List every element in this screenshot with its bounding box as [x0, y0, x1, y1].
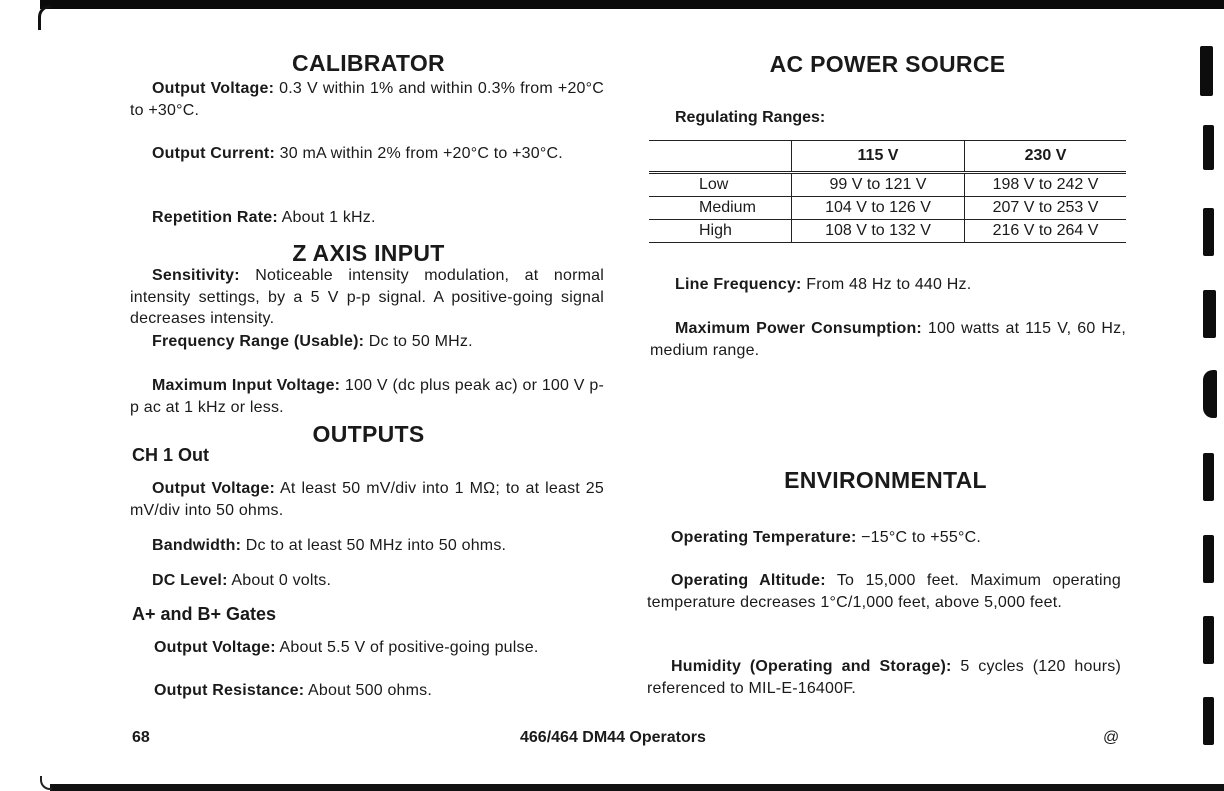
spec-label: Output Resistance:	[154, 682, 305, 699]
table-header-row	[649, 141, 1126, 173]
spec-text: At least 50 mV/div into 1 MΩ; to at least 25 mV/div into 50 ohms.	[130, 480, 605, 519]
spec-text: 100 watts at 115 V, 60 Hz, medium range.	[650, 320, 1126, 359]
table-cell: 216 V to 264 V	[965, 220, 1127, 243]
gates-output-resistance	[132, 680, 606, 702]
spec-text: About 1 kHz.	[277, 209, 376, 226]
spec-text: From 48 Hz to 440 Hz.	[801, 276, 972, 293]
binding-mark	[1200, 46, 1213, 96]
ac-power-heading: AC POWER SOURCE	[769, 51, 1006, 77]
page-bottom-curl	[40, 776, 52, 790]
binding-mark	[1203, 697, 1214, 745]
binding-mark	[1203, 535, 1214, 583]
table-row	[649, 220, 1126, 243]
operating-altitude	[647, 570, 1121, 613]
table-cell: 198 V to 242 V	[965, 173, 1127, 197]
ch1-out-heading: CH 1 Out	[132, 445, 210, 465]
spec-text: 30 mA within 2% from +20°C to +30°C.	[274, 145, 563, 162]
table-header-cell	[649, 141, 792, 173]
z-axis-heading: Z AXIS INPUT	[292, 240, 445, 266]
gates-heading: A+ and B+ Gates	[132, 604, 277, 624]
ch1-bandwidth	[130, 535, 604, 557]
footer-title: 466/464 DM44 Operators	[520, 729, 706, 746]
binding-mark	[1203, 370, 1217, 418]
spec-label: Bandwidth:	[152, 537, 242, 554]
spec-label: Frequency Range (Usable):	[152, 333, 365, 350]
spec-text: Dc to at least 50 MHz into 50 ohms.	[241, 537, 507, 554]
footer-mark: @	[1103, 729, 1120, 746]
table-row	[649, 197, 1126, 220]
table-cell: 207 V to 253 V	[965, 197, 1127, 220]
spec-text: −15°C to +55°C.	[856, 529, 981, 546]
spec-label: Output Voltage:	[152, 480, 276, 497]
z-axis-sensitivity	[130, 265, 604, 330]
binding-mark	[1203, 616, 1214, 664]
table-row	[649, 173, 1126, 197]
environmental-heading: ENVIRONMENTAL	[784, 467, 987, 493]
spec-text: To 15,000 feet. Maximum operating temperature decreases 1°C/1,000 feet, above 5,000 feet.	[647, 572, 1121, 611]
z-axis-max-input-voltage	[130, 375, 604, 418]
outputs-heading: OUTPUTS	[312, 421, 425, 447]
spec-label: Humidity (Operating and Storage):	[671, 658, 952, 675]
ch1-dc-level	[130, 570, 604, 592]
page-number: 68	[132, 729, 150, 746]
spec-label: Operating Temperature:	[671, 529, 857, 546]
table-header-cell: 230 V	[965, 141, 1127, 173]
line-frequency	[650, 274, 1126, 296]
spec-label: Sensitivity:	[152, 267, 240, 284]
spec-text: Dc to 50 MHz.	[364, 333, 473, 350]
spec-label: Repetition Rate:	[152, 209, 278, 226]
spec-text: 0.3 V within 1% and within 0.3% from +20°C to +30°C.	[130, 80, 605, 119]
binding-mark	[1203, 290, 1216, 338]
spec-text: 100 V (dc plus peak ac) or 100 V p-p ac at 1 kHz or less.	[130, 377, 604, 416]
spec-label: DC Level:	[152, 572, 228, 589]
humidity	[647, 656, 1121, 699]
spec-label: Output Voltage:	[152, 80, 275, 97]
table-cell: 108 V to 132 V	[792, 220, 965, 243]
calibrator-output-voltage	[130, 78, 604, 121]
table-header-cell: 115 V	[792, 141, 965, 173]
page-top-edge	[40, 0, 1224, 9]
regulating-ranges-label: Regulating Ranges:	[675, 109, 826, 126]
max-power-consumption	[650, 318, 1126, 361]
table-cell: 99 V to 121 V	[792, 173, 965, 197]
spec-text: About 5.5 V of positive-going pulse.	[275, 639, 539, 656]
regulating-ranges-table	[649, 140, 1126, 243]
spec-label: Line Frequency:	[675, 276, 802, 293]
page-corner-curl	[38, 5, 51, 30]
spec-label: Output Current:	[152, 145, 275, 162]
binding-mark	[1203, 453, 1214, 501]
calibrator-output-current	[130, 143, 604, 165]
z-axis-frequency-range	[130, 331, 604, 353]
spec-label: Maximum Input Voltage:	[152, 377, 341, 394]
spec-label: Operating Altitude:	[671, 572, 826, 589]
ch1-output-voltage	[130, 478, 604, 521]
page-bottom-edge	[50, 784, 1224, 791]
spec-text: About 500 ohms.	[304, 682, 433, 699]
gates-output-voltage	[132, 637, 606, 659]
operating-temperature	[647, 527, 1121, 549]
binding-mark	[1203, 208, 1214, 256]
calibrator-heading: CALIBRATOR	[292, 50, 445, 76]
spec-text: Noticeable intensity modulation, at normal intensity settings, by a 5 V p-p signal. A positive-going signal decreases intensity.	[130, 267, 604, 327]
spec-label: Maximum Power Consumption:	[675, 320, 922, 337]
table-cell: Low	[649, 173, 792, 197]
binding-mark	[1203, 125, 1214, 170]
table-cell: High	[649, 220, 792, 243]
calibrator-repetition-rate	[130, 207, 604, 229]
table-cell: Medium	[649, 197, 792, 220]
spec-text: 5 cycles (120 hours) referenced to MIL-E-16400F.	[647, 658, 1121, 697]
table-cell: 104 V to 126 V	[792, 197, 965, 220]
spec-text: About 0 volts.	[227, 572, 332, 589]
spec-label: Output Voltage:	[154, 639, 276, 656]
